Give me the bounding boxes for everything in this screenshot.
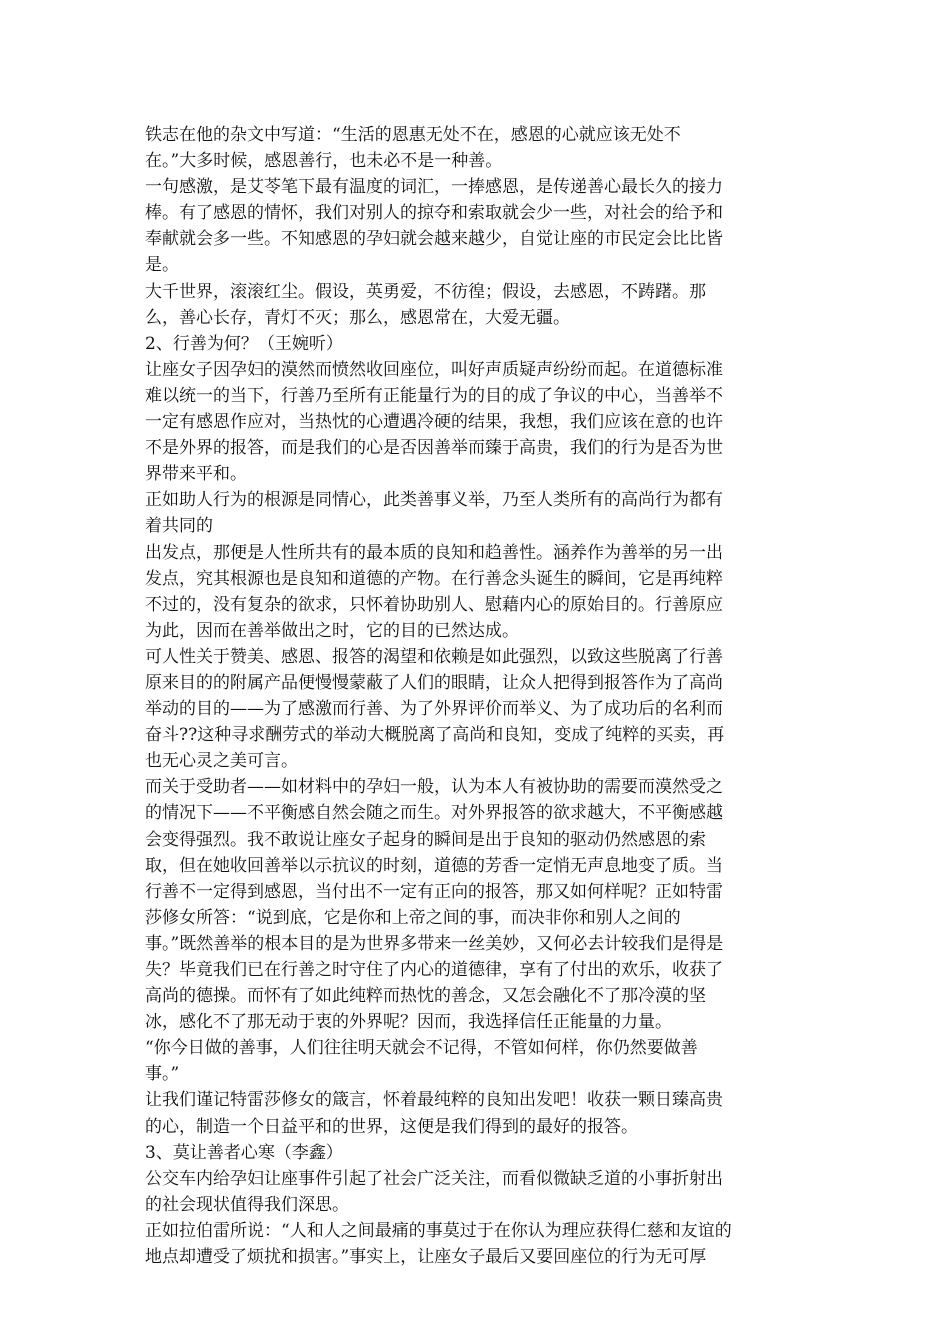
text-line: 的社会现状值得我们深思。: [145, 1194, 349, 1215]
text-line: 取，但在她收回善举以示抗议的时刻，道德的芳香一定悄无声息地变了质。当: [145, 855, 723, 876]
text-line: 大千世界，滚滚红尘。假设，英勇爱，不彷徨；假设，去感恩，不踌躇。那: [145, 281, 706, 302]
text-line: 冰，感化不了那无动于衷的外界呢？因而，我选择信任正能量的力量。: [145, 1012, 672, 1033]
text-line: 行善不一定得到感恩，当付出不一定有正向的报答，那又如何样呢？正如特雷: [145, 881, 723, 902]
text-line: 么，善心长存，青灯不灭；那么，感恩常在，大爱无疆。: [145, 307, 570, 328]
text-line: “你今日做的善事，人们往往明天就会不记得，不管如何样，你仍然要做善: [145, 1038, 698, 1059]
text-line: 一句感激，是艾苓笔下最有温度的词汇，一捧感恩，是传递善心最长久的接力: [145, 177, 723, 198]
section-heading: 2、行善为何？（王婉听）: [145, 333, 343, 354]
text-line: 事。”: [145, 1064, 180, 1085]
text-line: 不是外界的报答，而是我们的心是否因善举而臻于高贵，我们的行为是否为世: [145, 438, 723, 459]
text-line: 一定有感恩作应对，当热忱的心遭遇冷硬的结果，我想，我们应该在意的也许: [145, 412, 723, 433]
text-line: 的心，制造一个日益平和的世界，这便是我们得到的最好的报答。: [145, 1116, 638, 1137]
text-line: 地点却遭受了烦扰和损害。”事实上，让座女子最后又要回座位的行为无可厚: [145, 1247, 707, 1268]
text-line: 而关于受助者——如材料中的孕妇一般，认为本人有被协助的需要而漠然受之: [145, 777, 723, 798]
text-line: 原来目的的附属产品便慢慢蒙蔽了人们的眼睛，让众人把得到报答作为了高尚: [145, 672, 723, 693]
text-line: 铁志在他的杂文中写道：“生活的恩惠无处不在，感恩的心就应该无处不: [145, 125, 681, 145]
text-line: 为此，因而在善举做出之时，它的目的已然达成。: [145, 620, 519, 641]
text-line: 的情况下——不平衡感自然会随之而生。对外界报答的欲求越大，不平衡感越: [145, 803, 723, 824]
text-line: 高尚的德操。而怀有了如此纯粹而热忱的善念，又怎会融化不了那冷漠的坚: [145, 986, 706, 1007]
text-line: 也无心灵之美可言。: [145, 751, 298, 772]
text-line: 发点，究其根源也是良知和道德的产物。在行善念头诞生的瞬间，它是再纯粹: [145, 568, 723, 589]
text-line: 在。”大多时候，感恩善行，也未必不是一种善。: [145, 151, 503, 172]
text-line: 让我们谨记特雷莎修女的箴言，怀着最纯粹的良知出发吧！收获一颗日臻高贵: [145, 1090, 723, 1111]
text-line: 可人性关于赞美、感恩、报答的渴望和依赖是如此强烈，以致这些脱离了行善: [145, 646, 723, 667]
text-line: 正如助人行为的根源是同情心，此类善事义举，乃至人类所有的高尚行为都有: [145, 490, 723, 511]
text-line: 事。”既然善举的根本目的是为世界多带来一丝美妙，又何必去计较我们是得是: [145, 933, 724, 954]
text-line: 让座女子因孕妇的漠然而愤然收回座位，叫好声质疑声纷纷而起。在道德标准: [145, 359, 723, 380]
text-line: 是。: [145, 255, 179, 276]
text-line: 公交车内给孕妇让座事件引起了社会广泛关注，而看似微缺乏道的小事折射出: [145, 1168, 723, 1189]
text-line: 棒。有了感恩的情怀，我们对别人的掠夺和索取就会少一些，对社会的给予和: [145, 203, 723, 224]
text-line: 出发点，那便是人性所共有的最本质的良知和趋善性。涵养作为善举的另一出: [145, 542, 723, 563]
text-line: 不过的，没有复杂的欲求，只怀着协助别人、慰藉内心的原始目的。行善原应: [145, 594, 723, 615]
text-line: 界带来平和。: [145, 464, 247, 485]
text-line: 会变得强烈。我不敢说让座女子起身的瞬间是出于良知的驱动仍然感恩的索: [145, 829, 706, 850]
text-line: 难以统一的当下，行善乃至所有正能量行为的目的成了争议的中心，当善举不: [145, 385, 723, 406]
text-line: 失？毕竟我们已在行善之时守住了内心的道德律，享有了付出的欢乐，收获了: [145, 960, 723, 980]
text-line: 奉献就会多一些。不知感恩的孕妇就会越来越少，自觉让座的市民定会比比皆: [145, 229, 723, 250]
text-line: 举动的目的——为了感激而行善、为了外界评价而举义、为了成功后的名利而: [145, 699, 723, 720]
document-body: [145, 122, 810, 1270]
text-line: 莎修女所答：“说到底，它是你和上帝之间的事，而决非你和别人之间的: [145, 907, 681, 928]
section-heading: 3、莫让善者心寒（李鑫）: [145, 1142, 343, 1163]
text-line: 着共同的: [145, 516, 213, 537]
text-line: 奋斗??这种寻求酬劳式的举动大概脱离了高尚和良知，变成了纯粹的买卖，再: [145, 725, 725, 746]
text-line: 正如拉伯雷所说：“人和人之间最痛的事莫过于在你认为理应获得仁慈和友谊的: [145, 1220, 732, 1241]
